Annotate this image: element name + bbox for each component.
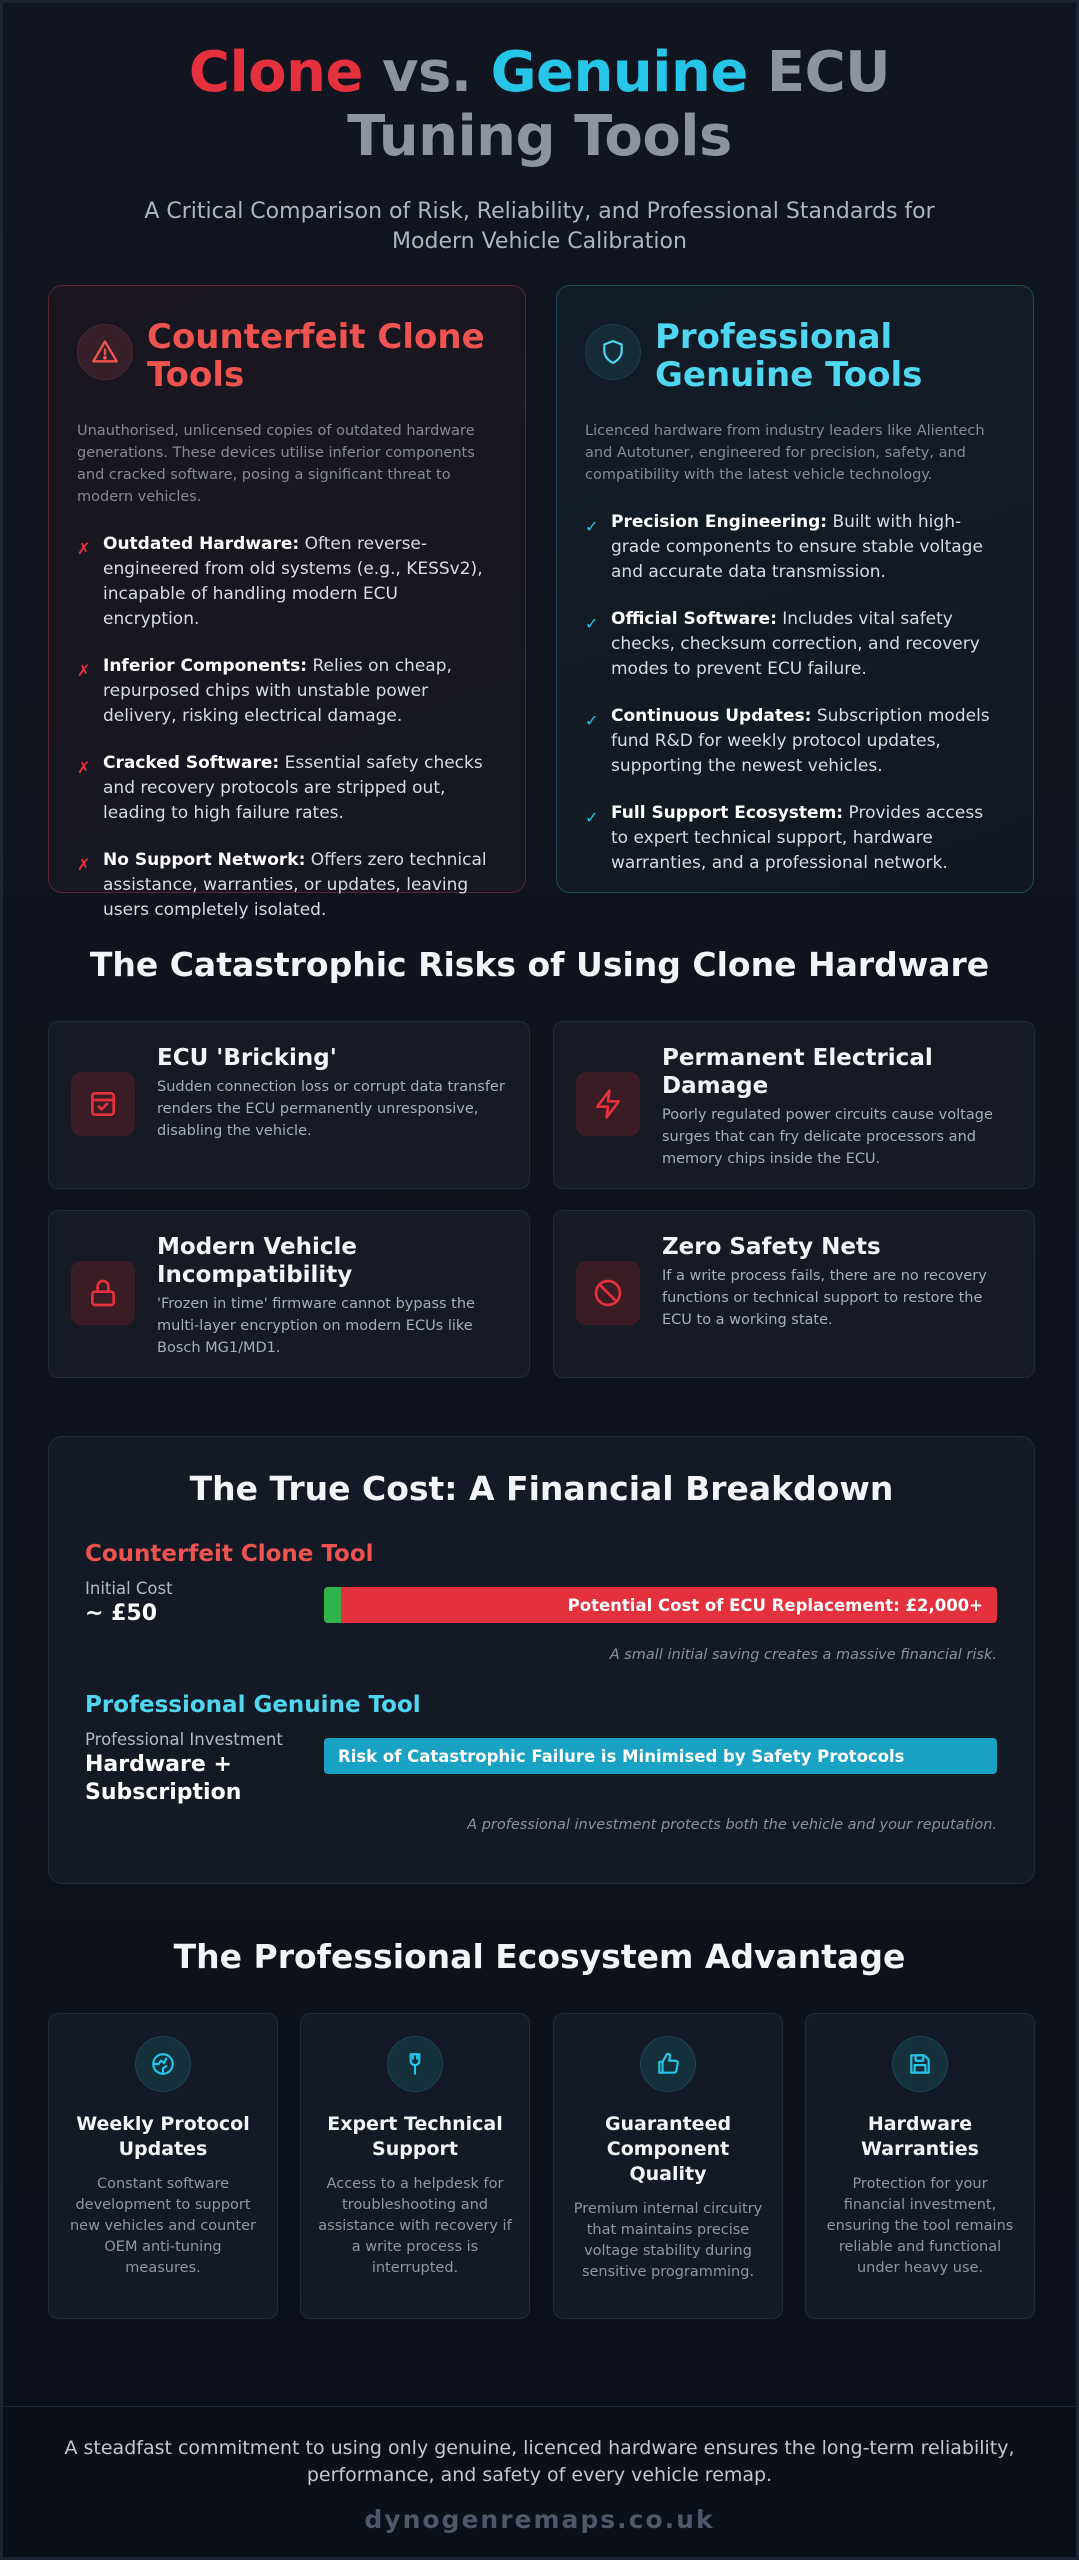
ecosystem-card-warranties (805, 2013, 1035, 2319)
ecosystem-section-title: The Professional Ecosystem Advantage (173, 1937, 906, 1976)
warning-triangle-icon (77, 324, 133, 380)
clone-cost-heading: Counterfeit Clone Tool (85, 1541, 374, 1567)
footer-domain: dynogenremaps.co.uk (364, 2505, 715, 2534)
title-genuine-word: Genuine (490, 40, 748, 105)
ecosystem-card-description: Premium internal circuitry that maintains precise voltage stability during sensitive programming. (573, 2201, 763, 2280)
genuine-feature-list (585, 510, 1005, 876)
list-item (77, 848, 497, 923)
item-text: Subscription models fund R&D for weekly protocol updates, supporting the newest vehicles. (611, 706, 990, 776)
item-label: Precision Engineering: (611, 512, 828, 532)
risk-title: ECU 'Bricking' (157, 1045, 337, 1071)
ecosystem-card-title: Hardware Warranties (861, 2113, 979, 2160)
check-icon: ✓ (585, 711, 599, 730)
check-icon: ✓ (585, 517, 599, 536)
check-icon: ✓ (585, 808, 599, 827)
item-text: Built with high-grade components to ensure stable voltage and accurate data transmission. (611, 512, 983, 582)
bricked-ecu-icon (71, 1072, 135, 1136)
genuine-bar-text: Risk of Catastrophic Failure is Minimised by Safety Protocols (338, 1746, 905, 1766)
list-item (585, 510, 1005, 585)
risk-card-safety-nets (553, 1210, 1035, 1378)
cross-icon: ✗ (77, 855, 91, 874)
genuine-cost-value: Hardware + Subscription (85, 1752, 242, 1805)
genuine-cost-note: A professional investment protects both the vehicle and your reputation. (467, 1817, 997, 1833)
ecosystem-card-description: Protection for your financial investment, ensuring the tool remains reliable and functional under heavy use. (826, 2176, 1014, 2276)
item-label: Full Support Ecosystem: (611, 803, 844, 823)
genuine-cost-heading: Professional Genuine Tool (85, 1692, 421, 1718)
list-item (77, 751, 497, 826)
comparison-section (48, 285, 1035, 920)
title-rest: ECU Tuning Tools (347, 40, 891, 169)
footer-statement: A steadfast commitment to using only genuine, licenced hardware ensures the long-term reliability, performance, and safety of every vehicle remap. (64, 2437, 1015, 2486)
clone-feature-list (77, 532, 497, 923)
list-item (585, 704, 1005, 779)
ecosystem-card-description: Access to a helpdesk for troubleshooting and assistance with recovery if a write process is interrupted. (318, 2176, 512, 2276)
ecosystem-card-support (300, 2013, 530, 2319)
risk-description: If a write process fails, there are no recovery functions or technical support to restore the ECU to a working state. (662, 1268, 987, 1328)
cross-icon: ✗ (77, 758, 91, 777)
initial-cost-fill (324, 1587, 341, 1623)
cross-icon: ✗ (77, 539, 91, 558)
risk-description: 'Frozen in time' firmware cannot bypass the multi-layer encryption on modern ECUs like Bosch MG1/MD1. (157, 1296, 475, 1356)
list-item (585, 801, 1005, 876)
genuine-cost-label: Professional Investment (85, 1730, 283, 1749)
item-label: Cracked Software: (103, 753, 280, 773)
title-clone-word: Clone (188, 40, 363, 105)
financial-breakdown-panel (48, 1436, 1035, 1884)
clone-card-description: Unauthorised, unlicensed copies of outdated hardware generations. These devices utilise inferior components and cracked software, posing a significant threat to modern vehicles. (77, 423, 475, 505)
list-item (77, 532, 497, 632)
ecosystem-card-title: Guaranteed Component Quality (604, 2113, 732, 2185)
risk-description: Poorly regulated power circuits cause voltage surges that can fry delicate processors and memory chips inside the ECU. (662, 1107, 993, 1167)
ecosystem-card-quality (553, 2013, 783, 2319)
genuine-tools-card (556, 285, 1034, 893)
item-text: Includes vital safety checks, checksum correction, and recovery modes to prevent ECU failure. (611, 609, 980, 679)
genuine-cost-bar (324, 1738, 997, 1774)
page-subtitle: A Critical Comparison of Risk, Reliability, and Professional Standards for Modern Vehicle Calibration (144, 199, 935, 254)
list-item (585, 607, 1005, 682)
globe-update-icon (135, 2036, 191, 2092)
shield-icon (585, 324, 641, 380)
item-text: Essential safety checks and recovery protocols are stripped out, leading to high failure rates. (103, 753, 483, 823)
genuine-card-header (585, 318, 1005, 394)
item-text: Provides access to expert technical support, hardware warranties, and a professional network. (611, 803, 984, 873)
ecosystem-card-title: Expert Technical Support (327, 2113, 503, 2160)
risk-card-bricking (48, 1021, 530, 1189)
clone-cost-note: A small initial saving creates a massive financial risk. (609, 1647, 997, 1663)
clone-card-header (77, 318, 497, 394)
risk-card-electrical-damage (553, 1021, 1035, 1189)
lock-icon (71, 1261, 135, 1325)
clone-cost-block (85, 1541, 1001, 1681)
ecosystem-card-title: Weekly Protocol Updates (76, 2113, 250, 2160)
item-text: Relies on cheap, repurposed chips with unstable power delivery, risking electrical damage. (103, 656, 452, 726)
risk-description: Sudden connection loss or corrupt data transfer renders the ECU permanently unresponsive, disabling the vehicle. (157, 1079, 505, 1139)
finance-title: The True Cost: A Financial Breakdown (189, 1469, 894, 1508)
item-text: Offers zero technical assistance, warranties, or updates, leaving users completely isolated. (103, 850, 487, 920)
thumbs-up-icon (640, 2036, 696, 2092)
wrench-support-icon (387, 2036, 443, 2092)
item-label: No Support Network: (103, 850, 306, 870)
clone-tools-card (48, 285, 526, 920)
clone-cost-value: ~ £50 (85, 1601, 158, 1626)
item-label: Continuous Updates: (611, 706, 812, 726)
item-label: Inferior Components: (103, 656, 308, 676)
clone-card-title: Counterfeit Clone Tools (147, 317, 485, 395)
genuine-card-description: Licenced hardware from industry leaders like Alientech and Autotuner, engineered for precision, safety, and compatibility with the latest vehicle technology. (585, 423, 985, 483)
risk-title: Zero Safety Nets (662, 1234, 881, 1260)
hero-header (3, 3, 1076, 257)
footer (3, 2406, 1076, 2557)
risks-section-title: The Catastrophic Risks of Using Clone Hardware (89, 945, 990, 984)
title-vs-word: vs. (381, 40, 472, 105)
list-item (77, 654, 497, 729)
cross-icon: ✗ (77, 661, 91, 680)
clone-bar-text: Potential Cost of ECU Replacement: £2,000+ (567, 1595, 983, 1615)
save-disk-icon (892, 2036, 948, 2092)
ecosystem-card-updates (48, 2013, 278, 2319)
clone-cost-label: Initial Cost (85, 1579, 173, 1598)
genuine-card-title: Professional Genuine Tools (655, 317, 923, 395)
item-label: Outdated Hardware: (103, 534, 300, 554)
prohibited-icon (576, 1261, 640, 1325)
page-title (90, 41, 990, 169)
genuine-cost-block (85, 1692, 1001, 1862)
clone-cost-bar (324, 1587, 997, 1623)
lightning-icon (576, 1072, 640, 1136)
risk-card-incompatibility (48, 1210, 530, 1378)
check-icon: ✓ (585, 614, 599, 633)
ecosystem-card-description: Constant software development to support new vehicles and counter OEM anti-tuning measures. (69, 2176, 257, 2276)
item-text: Often reverse-engineered from old systems (e.g., KESSv2), incapable of handling modern ECU encryption. (103, 534, 483, 629)
risk-title: Permanent Electrical Damage (662, 1045, 933, 1099)
risk-title: Modern Vehicle Incompatibility (157, 1234, 357, 1288)
item-label: Official Software: (611, 609, 777, 629)
